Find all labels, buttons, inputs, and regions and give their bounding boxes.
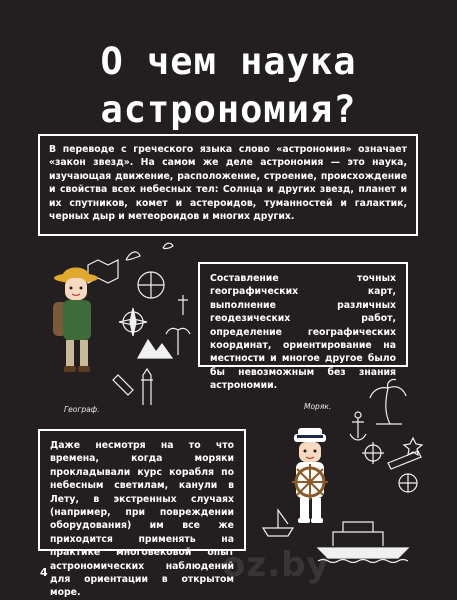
geographer-illustration xyxy=(38,240,198,405)
intro-text: В переводе с греческого языка слово «астрономия» означает «закон звезд». На самом же деле астрономия — это наука, изучающая движение, расположение, строение, происхождение и свойства всех небесных тел: Солнца и других звезд, планет и их спутников, комет и астероидов, туманностей и галактик, черных дыр и метеороидов и многих других. xyxy=(49,144,407,223)
intro-text-box xyxy=(38,134,418,236)
sailor-text: Даже несмотря на то что времена, когда моряки прокладывали курс корабля по небесным светилам, канули в Лету, в экстренных случаях (например, при повреждении оборудования) им все же приходится применять на практике многовековой опыт астрономических наблюдений для ориентации в открытом море. xyxy=(50,440,234,599)
geography-text-box xyxy=(198,262,408,392)
geography-text: Составление точных географических карт, выполнение различных геодезических работ, определение географических координат, ориентирование на местности и многое другое было бы невозможным без знания астрономии. xyxy=(210,273,396,392)
watermark: oz.by xyxy=(222,545,330,585)
sailor-caption: Моряк. xyxy=(304,402,332,411)
page-number: 4 xyxy=(40,566,48,579)
sailor-illustration xyxy=(258,378,428,563)
sailor-text-box xyxy=(38,429,246,599)
page-title-line-2: астрономия? xyxy=(100,88,357,131)
geographer-caption: Географ. xyxy=(64,405,100,414)
page-title-line-1: О чем наука xyxy=(100,40,357,83)
